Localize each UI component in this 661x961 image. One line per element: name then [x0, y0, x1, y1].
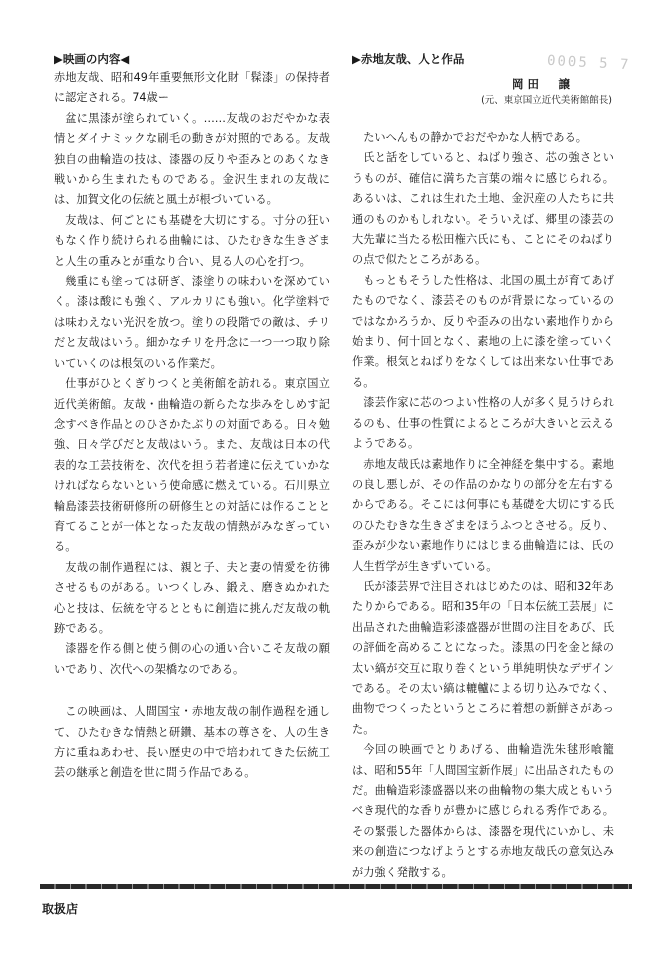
- left-paragraph: 仕事がひとくぎりつくと美術館を訪れる。東京国立近代美術館。友哉・曲輪造の新らたな歩みをしめす記念すべき作品とのひさかたぶりの対面である。日々勉強、日々学びだと友哉はいう。また、友哉は日本の代表的な工芸技術を、次代を担う若者達に伝えていかなければならないという使命感に燃えている。石川県立輪島漆芸技術研修所の研修生との対話には作ることと育てることが一体となった友哉の情熱がみなぎっている。: [54, 377, 330, 554]
- left-paragraph: 漆器を作る側と使う側の心の通い合いこそ友哉の願いであり、次代への架橋なのである。: [54, 642, 330, 676]
- right-column: [352, 50, 614, 883]
- right-paragraph: 今回の映画でとりあげる、曲輪造洗朱毬形喰籠は、昭和55年「人間国宝新作展」に出品されたものだ。曲輪造彩漆盛器以来の曲輪物の集大成ともいうべき現代的な香りが豊かに感じられる秀作である。その緊張した器体からは、漆器を現代にいかし、未来の創造につなげようとする赤地友哉氏の意気込みが力強く発散する。: [352, 743, 614, 879]
- right-paragraph: 氏と話をしていると、ねばり強さ、芯の強さというものが、確信に満ちた言葉の端々に感じられる。あるいは、これは生れた土地、金沢産の人たちに共通のものかもしれない。そういえば、郷里の漆芸の大先輩に当たる松田権六氏にも、ことにそのねばりの点で似たところがある。: [352, 151, 614, 267]
- left-column: [54, 50, 330, 784]
- right-paragraph: 漆芸作家に芯のつよい性格の人が多く見うけられるのも、仕事の性質によるところが大きいと云えるようである。: [352, 396, 614, 451]
- left-paragraph: 赤地友哉、昭和49年重要無形文化財「髹漆」の保持者に認定される。74歳ー: [54, 71, 330, 105]
- footer-divider: [40, 884, 632, 889]
- film-summary-paragraph: この映画は、人間国宝・赤地友哉の制作過程を通して、ひたむきな情熱と研鑽、基本の尊さを、人の生き方に重ねあわせ、長い歴史の中で培われてきた伝統工芸の継承と創造を世に問う作品である。: [54, 705, 330, 780]
- right-paragraph: 赤地友哉氏は素地作りに全神経を集中する。素地の良し悪しが、その作品のかなりの部分を左右するからである。そこには何事にも基礎を大切にする氏のひたむきな生きざまをほうふつとさせる。反り、歪みが少ない素地作りにはじまる曲輪造には、氏の人生哲学が生きずいている。: [352, 457, 614, 573]
- author-title: (元、東京国立近代美術館館長): [481, 95, 612, 106]
- left-paragraph: 友哉の制作過程には、親と子、夫と妻の情愛を彷彿させるものがある。いつくしみ、鍛え、磨きぬかれた心と技は、伝統を守るとともに創造に挑んだ友哉の軌跡である。: [54, 560, 330, 635]
- paragraph-gap: [54, 680, 330, 702]
- author-name: 岡田 譲: [512, 77, 574, 91]
- left-paragraph: 幾重にも塗っては研ぎ、漆塗りの味わいを深めていく。漆は酸にも強く、アルカリにも強い。化学塗料では味わえない光沢を放つ。塗りの段階での敵は、チリだと友哉はいう。細かなチリを丹念に一つ一つ取り除いていくのは根気のいる作業だ。: [54, 275, 330, 370]
- right-paragraph: たいへんもの静かでおだやかな人柄である。: [363, 131, 587, 144]
- right-paragraph: 氏が漆芸界で注目されはじめたのは、昭和32年あたりからである。昭和35年の「日本伝統工芸展」に出品された曲輪造彩漆盛器が世間の注目をあび、氏の評価を高めることになった。漆黒の円を金と緑の太い縞が交互に取り巻くという単純明快なデザインである。その太い縞は轆轤による切り込みでなく、曲物でつくったというところに着想の新鮮さがあった。: [352, 579, 614, 736]
- film-content-heading: ▶映画の内容◀: [54, 52, 130, 66]
- person-and-works-heading: ▶赤地友哉、人と作品: [352, 52, 465, 66]
- archive-stamp: 0005 5 7: [546, 52, 631, 74]
- right-paragraph: もっともそうした性格は、北国の風土が育てあげたものでなく、漆芸そのものが背景になっているのではなかろうか、反りや歪みの出ない素地作りから始まり、何十回となく、素地の上に漆を塗っていく作業。根気とねばりをなくしては出来ない仕事である。: [352, 273, 614, 389]
- left-paragraph: 盆に黒漆が塗られていく。……友哉のおだやかな表情とダイナミックな刷毛の動きが対照的である。友哉独自の曲輪造の技は、漆器の反りや歪みとのあくなき戦いから生まれたものである。金沢生まれの友哉には、加賀文化の伝統と風土が根づいている。: [54, 111, 330, 207]
- left-paragraph: 友哉は、何ごとにも基礎を大切にする。寸分の狂いもなく作り続けられる曲輪には、ひたむきな生きざまと人生の重みとが重なり合い、見る人の心を打つ。: [54, 213, 330, 268]
- dealer-label: 取扱店: [42, 902, 79, 916]
